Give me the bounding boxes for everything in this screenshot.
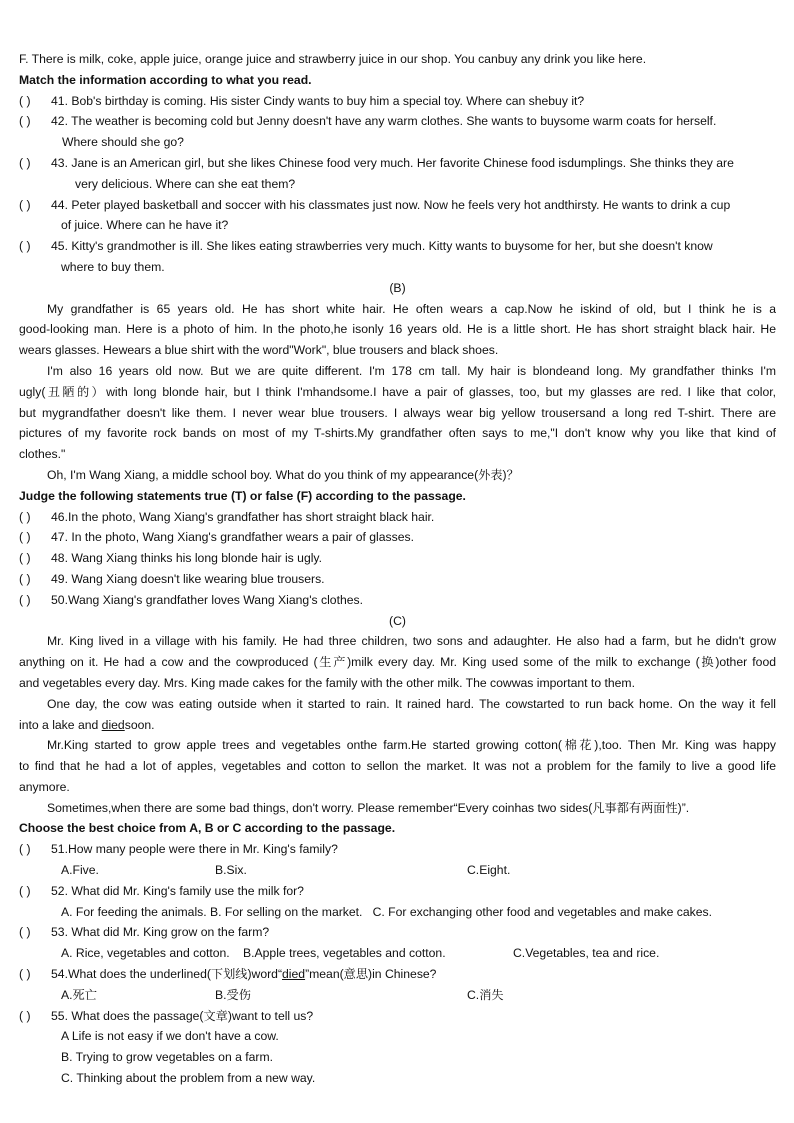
passage-c-p3-l2: to find that he had a lot of apples, vegetables and cotton to sellon the market. It was not a problem for the family to live a good life [19,759,776,774]
answer-blank[interactable]: ( ) [19,239,31,254]
option-a[interactable]: A.Five. [61,863,99,878]
question-44-cont: of juice. Where can he have it? [61,218,229,233]
question-55: ( ) 55. What does the passage(文章)want to tell us? [19,1006,776,1027]
section-b-heading: (B) [389,280,406,295]
option-f-line: F. There is milk, coke, apple juice, orange juice and strawberry juice in our shop. You canbuy any drink you like here. [19,52,647,66]
question-47: ( ) 47. In the photo, Wang Xiang's grandfather wears a pair of glasses. [19,527,776,548]
question-50: ( ) 50.Wang Xiang's grandfather loves Wang Xiang's clothes. [19,590,776,611]
underlined-word: died [282,967,306,982]
question-42: ( ) 42. The weather is becoming cold but Jenny doesn't have any warm clothes. She wants to buysome warm coats for herself. [19,111,776,132]
passage-b-p2-l3: but mygrandfather doesn't like them. I never wear blue trousers. I always wear big yellow trousersand a long red T-shirt. There are [19,405,776,420]
question-54-options [19,985,776,1006]
question-52-options[interactable]: A. For feeding the animals. B. For selling on the market. C. For exchanging other food and vegetables and make cakes. [61,904,713,919]
answer-blank[interactable]: ( ) [19,925,31,940]
question-43-cont: very delicious. Where can she eat them? [75,176,296,191]
passage-c-p4: Sometimes,when there are some bad things, don't worry. Please remember“Every coinhas two sides(凡事都有两面性)”. [47,800,690,815]
question-52: ( ) 52. What did Mr. King's family use the milk for? [19,881,776,902]
underlined-word: died [101,717,125,732]
match-instruction: Match the information according to what you read. [19,72,312,87]
tf-instruction: Judge the following statements true (T) or false (F) according to the passage. [19,488,466,503]
answer-blank[interactable]: ( ) [19,530,31,545]
passage-c-p3-l1: Mr.King started to grow apple trees and vegetables onthe farm.He started growing cotton(棉花),too. Then Mr. King was happy [47,738,776,753]
question-55-option-b[interactable]: B. Trying to grow vegetables on a farm. [61,1050,274,1065]
passage-b-p1-l1: My grandfather is 65 years old. He has short white hair. He often wears a cap.Now he iskind of old, but I think he is a [47,301,776,316]
question-54: ( ) 54.What does the underlined(下划线)word“died”mean(意思)in Chinese? [19,964,776,985]
option-a[interactable]: A.死亡 [61,987,97,1002]
answer-blank[interactable]: ( ) [19,155,31,170]
option-b[interactable]: B.Six. [215,863,247,878]
answer-blank[interactable]: ( ) [19,967,31,982]
option-c[interactable]: C.Eight. [467,863,511,878]
passage-c-p2-l2: into a lake and diedsoon. [19,717,155,732]
answer-blank[interactable]: ( ) [19,842,31,857]
passage-c-p1-l2: anything on it. He had a cow and the cowproduced (生产)milk every day. Mr. King used some of the milk to exchange (换)other food [19,655,776,670]
passage-c-p1-l3: and vegetables every day. Mrs. King made cakes for the family with the other milk. The cowwas important to them. [19,675,635,690]
option-c[interactable]: C.Vegetables, tea and rice. [513,946,660,961]
option-a[interactable]: A. Rice, vegetables and cotton. [61,946,230,961]
option-c[interactable]: C.消失 [467,987,504,1002]
question-45-cont: where to buy them. [61,259,165,274]
passage-c-p1-l1: Mr. King lived in a village with his family. He had three children, two sons and adaughter. He also had a farm, but he didn't grow [47,634,776,649]
passage-c-p2-l1: One day, the cow was eating outside when it started to rain. It rained hard. The cowstarted to run back home. On the way it fell [47,696,776,711]
answer-blank[interactable]: ( ) [19,114,31,129]
answer-blank[interactable]: ( ) [19,551,31,566]
passage-b-p2-l1: I'm also 16 years old now. But we are quite different. I'm 178 cm tall. My hair is blondeand long. My grandfather thinks I'm [47,363,776,378]
choice-instruction: Choose the best choice from A, B or C according to the passage. [19,821,396,836]
question-45: ( ) 45. Kitty's grandmother is ill. She likes eating strawberries very much. Kitty wants to buysome for her, but she doesn't know [19,236,776,257]
question-53: ( ) 53. What did Mr. King grow on the farm? [19,922,776,943]
question-51-options [19,860,776,881]
answer-blank[interactable]: ( ) [19,592,31,607]
question-44: ( ) 44. Peter played basketball and soccer with his classmates just now. Now he feels very hot andthirsty. He wants to drink a cup [19,195,776,216]
question-46: ( ) 46.In the photo, Wang Xiang's grandfather has short straight black hair. [19,507,776,528]
passage-b-p2-l5: clothes." [19,447,66,462]
option-b[interactable]: B.Apple trees, vegetables and cotton. [243,946,446,961]
passage-b-p3: Oh, I'm Wang Xiang, a middle school boy. What do you think of my appearance(外表)？ [47,467,519,482]
question-55-option-c[interactable]: C. Thinking about the problem from a new way. [61,1071,316,1086]
passage-b-p2-l4: pictures of my favorite rock bands on most of my T-shirts.My grandfather often says to me,"I don't know why you like that kind of [19,426,776,441]
question-53-options [19,943,776,964]
passage-b-p1-l3: wears glasses. Hewears a blue shirt with the word"Work", blue trousers and black shoes. [19,343,499,358]
question-48: ( ) 48. Wang Xiang thinks his long blonde hair is ugly. [19,548,776,569]
passage-b-p1-l2: good-looking man. Here is a photo of him. In the photo,he isonly 16 years old. He is a little short. He has short straight black hair. He [19,322,776,337]
answer-blank[interactable]: ( ) [19,197,31,212]
passage-b-p2-l2: ugly(丑陋的）with long blonde hair, but I think I'mhandsome.I have a pair of glasses, too, but my glasses are red. I like that color, [19,384,776,399]
question-49: ( ) 49. Wang Xiang doesn't like wearing blue trousers. [19,569,776,590]
section-c-heading: (C) [389,613,406,628]
answer-blank[interactable]: ( ) [19,883,31,898]
answer-blank[interactable]: ( ) [19,571,31,586]
question-43: ( ) 43. Jane is an American girl, but she likes Chinese food very much. Her favorite Chinese food isdumplings. She thinks they are [19,153,776,174]
answer-blank[interactable]: ( ) [19,93,31,108]
answer-blank[interactable]: ( ) [19,509,31,524]
question-55-option-a[interactable]: A Life is not easy if we don't have a cow. [61,1029,279,1044]
question-42-cont: Where should she go? [62,135,184,150]
passage-c-p3-l3: anymore. [19,779,70,794]
question-51: ( ) 51.How many people were there in Mr. King's family? [19,839,776,860]
answer-blank[interactable]: ( ) [19,1008,31,1023]
worksheet-page [19,49,776,1089]
option-b[interactable]: B.受伤 [215,987,251,1002]
question-41: ( ) 41. Bob's birthday is coming. His sister Cindy wants to buy him a special toy. Where can shebuy it? [19,91,776,112]
